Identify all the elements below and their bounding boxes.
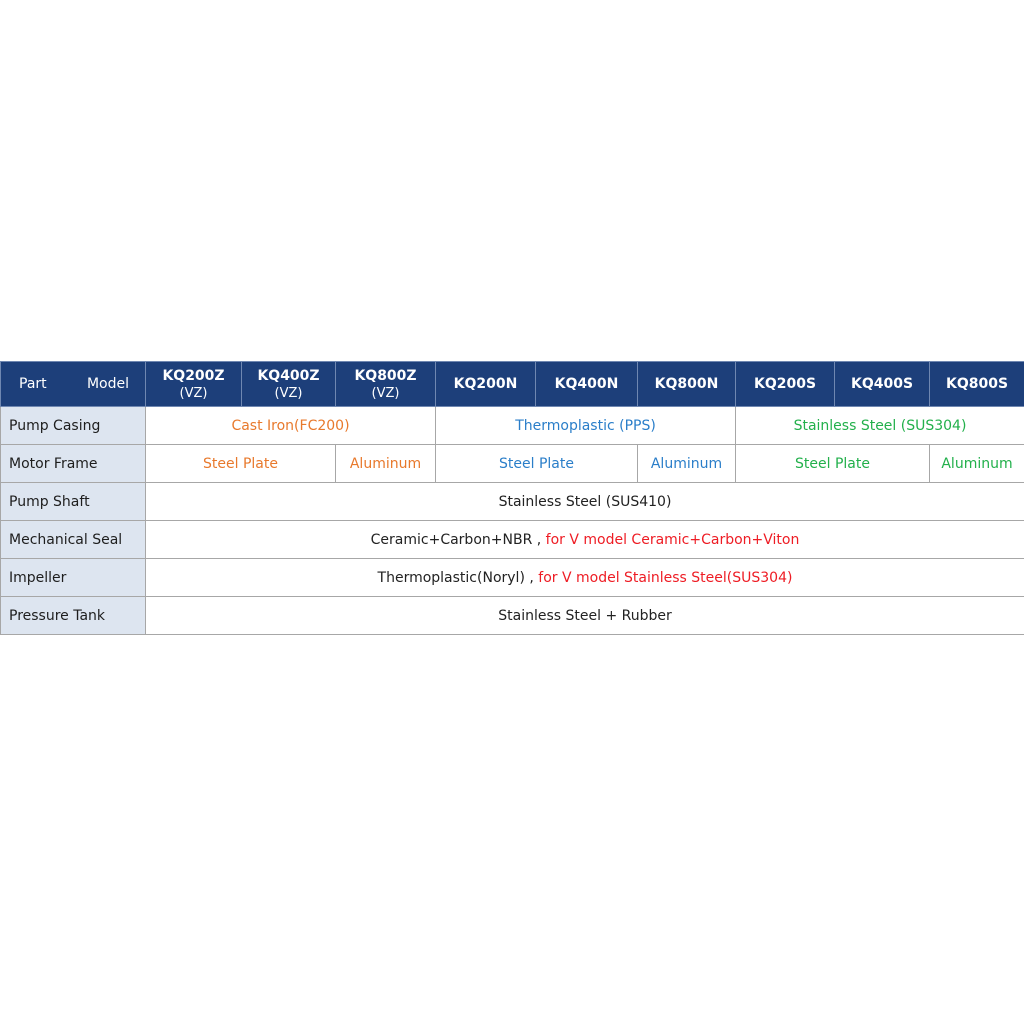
model-header-kq200z — [146, 362, 242, 407]
model-header-kq200s — [736, 362, 835, 407]
row-pump-shaft — [1, 483, 1024, 521]
motor-frame-s-main: Steel Plate — [736, 445, 930, 483]
mechanical-seal-cell — [146, 521, 1024, 559]
pump-shaft-value: Stainless Steel (SUS410) — [146, 483, 1024, 521]
model-name: KQ800Z — [354, 367, 417, 384]
material-spec-table — [0, 361, 1024, 635]
impeller-cell — [146, 559, 1024, 597]
model-name: KQ400S — [850, 376, 914, 392]
model-header-kq400s — [835, 362, 930, 407]
row-label-pump-casing: Pump Casing — [1, 407, 146, 445]
row-label-pressure-tank: Pressure Tank — [1, 597, 146, 635]
motor-frame-n-800: Aluminum — [638, 445, 736, 483]
motor-frame-s-800: Aluminum — [930, 445, 1024, 483]
pump-casing-z-series: Cast Iron(FC200) — [146, 407, 436, 445]
row-label-motor-frame: Motor Frame — [1, 445, 146, 483]
model-variant: (VZ) — [179, 385, 208, 401]
model-name: KQ200Z — [162, 367, 225, 384]
pump-casing-s-series: Stainless Steel (SUS304) — [736, 407, 1024, 445]
row-impeller — [1, 559, 1024, 597]
model-name: KQ400N — [554, 376, 619, 392]
header-row — [1, 362, 1024, 407]
model-name: KQ400Z — [257, 367, 320, 384]
row-pressure-tank — [1, 597, 1024, 635]
model-header-kq400z — [242, 362, 336, 407]
row-label-pump-shaft: Pump Shaft — [1, 483, 146, 521]
mechanical-seal-value: Ceramic+Carbon+NBR , — [370, 531, 542, 548]
part-model-header — [1, 362, 146, 407]
row-label-mechanical-seal: Mechanical Seal — [1, 521, 146, 559]
model-header-kq800n — [638, 362, 736, 407]
row-motor-frame — [1, 445, 1024, 483]
model-header-kq200n — [436, 362, 536, 407]
part-label: Part — [19, 376, 47, 392]
model-name: KQ200N — [453, 376, 518, 392]
row-label-impeller: Impeller — [1, 559, 146, 597]
row-mechanical-seal — [1, 521, 1024, 559]
pressure-tank-value: Stainless Steel + Rubber — [146, 597, 1024, 635]
motor-frame-z-main: Steel Plate — [146, 445, 336, 483]
model-variant: (VZ) — [274, 385, 303, 401]
row-pump-casing — [1, 407, 1024, 445]
motor-frame-z-800: Aluminum — [336, 445, 436, 483]
mechanical-seal-v-model: for V model Ceramic+Carbon+Viton — [545, 531, 800, 548]
model-label: Model — [86, 376, 129, 392]
impeller-v-model: for V model Stainless Steel(SUS304) — [538, 569, 793, 586]
model-header-kq800s — [930, 362, 1024, 407]
impeller-value: Thermoplastic(Noryl) , — [377, 569, 534, 586]
motor-frame-n-main: Steel Plate — [436, 445, 638, 483]
model-variant: (VZ) — [371, 385, 400, 401]
model-name: KQ800N — [654, 376, 719, 392]
model-header-kq800z — [336, 362, 436, 407]
model-name: KQ200S — [753, 376, 817, 392]
model-name: KQ800S — [945, 376, 1009, 392]
pump-casing-n-series: Thermoplastic (PPS) — [436, 407, 736, 445]
model-header-kq400n — [536, 362, 638, 407]
